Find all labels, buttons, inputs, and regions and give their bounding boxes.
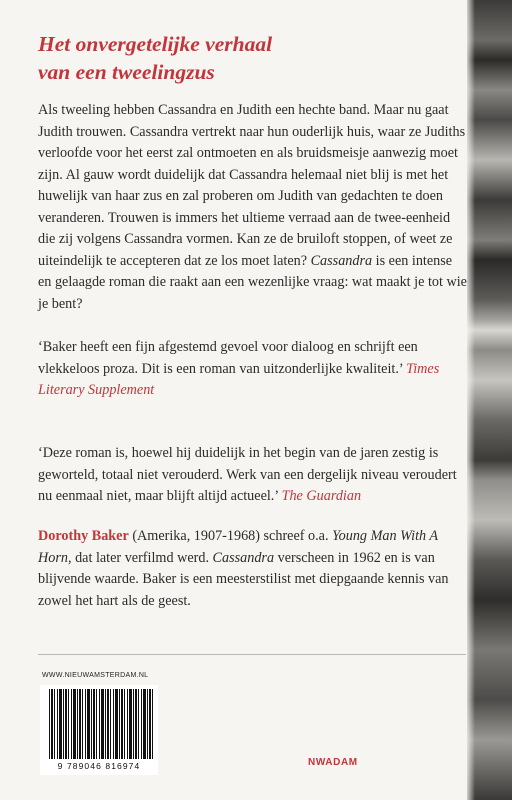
cover-photo-strip xyxy=(467,0,512,800)
author-bio-text-3: verscheen in 1962 en is van blijvende waarde. Baker is een meesterstilist met diepgaande kennis van zowel het hart als de geest. xyxy=(38,549,449,609)
review-quote-2-text: ‘Deze roman is, hoewel hij duidelijk in het begin van de jaren zestig is geworteld, totaal niet verouderd. Werk van een dergelijk niveau veroudert nu eenmaal niet, maar blijft altijd actueel.’ xyxy=(38,445,457,504)
divider-rule xyxy=(38,654,466,655)
synopsis-title-italic: Cassandra xyxy=(310,252,373,269)
author-work-1: Young Man With A Horn xyxy=(38,528,438,566)
author-bio-text-1: (Amerika, 1907-1968) schreef o.a. xyxy=(128,528,333,544)
review-quote-2-source: The Guardian xyxy=(281,488,362,504)
isbn-number: 9 789046 816974 xyxy=(57,761,141,771)
synopsis-text-1: Als tweeling hebben Cassandra en Judith een hechte band. Maar nu gaat Judith trouwen. Cassandra vertrekt naar hun ouderlijk huis, waar ze Judiths verloofde voor het eerst zal ontmoeten en als bruidsmeisje aanwezig moet zijn. Al gauw wordt duidelijk dat Cassandra helemaal niet blij is met het huwelijk van haar zus en zal proberen om Judith van gedachten te doen veranderen. Trouwen is immers het ultieme verraad aan de twee-eenheid die zij volgens Cassandra vormen. Kan ze de bruiloft stoppen, of weet ze uiteindelijk te accepteren dat ze los moet laten? xyxy=(38,102,466,269)
review-quote-1-text: ‘Baker heeft een fijn afgestemd gevoel voor dialoog en schrijft een vlekkeloos proza. Dit is een roman van uitzonderlijke kwaliteit.’ xyxy=(38,339,418,377)
headline-line-2: van een tweelingzus xyxy=(38,60,215,84)
author-work-2: Cassandra xyxy=(212,549,275,566)
review-quote-1-source: Times Literary Supplement xyxy=(38,360,440,398)
publisher-website[interactable]: WWW.NIEUWAMSTERDAM.NL xyxy=(42,672,149,679)
author-bio-text-2: , dat later verfilmd werd. xyxy=(67,549,213,566)
headline-line-1: Het onvergetelijke verhaal xyxy=(38,32,273,56)
review-quote-1 xyxy=(38,337,468,402)
isbn-barcode xyxy=(40,685,158,775)
author-bio xyxy=(38,526,468,612)
synopsis-paragraph xyxy=(38,100,468,315)
synopsis-text-2: is een intense en gelaagde roman die raakt aan een wezenlijke vraag: wat maakt je tot wie je bent? xyxy=(38,252,467,312)
headline xyxy=(38,30,458,86)
publisher-logo: NWADAM xyxy=(308,757,358,768)
author-name: Dorothy Baker xyxy=(38,528,129,544)
barcode-bars xyxy=(49,689,153,759)
headline-block xyxy=(38,30,458,86)
review-quote-2 xyxy=(38,443,468,508)
